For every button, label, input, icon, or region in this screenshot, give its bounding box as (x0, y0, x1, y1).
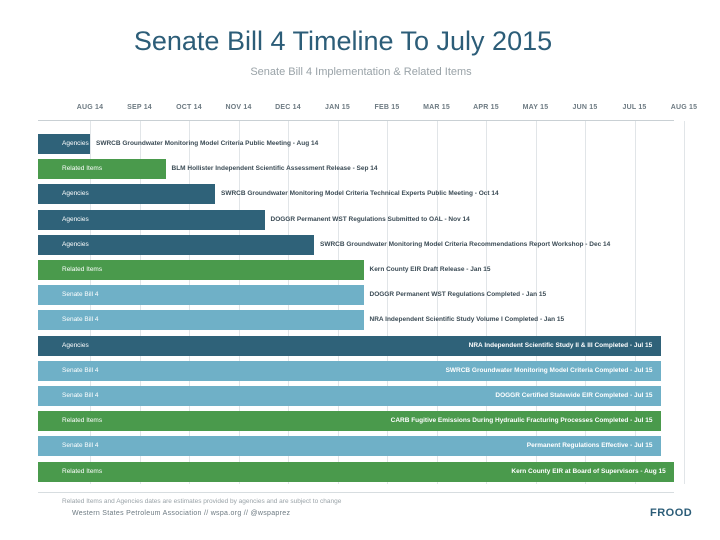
month-label: APR 15 (473, 104, 499, 111)
wspa-logo: FROOD (650, 507, 693, 519)
event-label: Kern County EIR at Board of Supervisors - Aug 15 (511, 467, 666, 475)
month-label: OCT 14 (176, 104, 202, 111)
month-label: JUN 15 (572, 104, 598, 111)
event-label: SWRCB Groundwater Monitoring Model Criteria Technical Experts Public Meeting - Oct 14 (221, 190, 499, 198)
category-bar (38, 235, 314, 255)
event-label: DOGGR Certified Statewide EIR Completed - Jul 15 (495, 392, 653, 399)
event-label: NRA Independent Scientific Study Volume I Completed - Jan 15 (369, 316, 565, 324)
category-label: Senate Bill 4 (62, 316, 99, 324)
event-label: NRA Independent Scientific Study II & III Completed - Jul 15 (468, 341, 653, 349)
month-label: MAR 15 (423, 104, 450, 111)
category-label: Senate Bill 4 (62, 366, 99, 374)
category-label: Senate Bill 4 (62, 442, 99, 450)
category-bar (38, 310, 364, 330)
category-label: Agencies (62, 140, 89, 147)
event-label: DOGGR Permanent WST Regulations Submitted to OAL - Nov 14 (270, 215, 470, 223)
category-label: Agencies (62, 190, 89, 198)
event-label: SWRCB Groundwater Monitoring Model Criteria Completed - Jul 15 (445, 366, 653, 374)
month-label: AUG 14 (76, 104, 104, 111)
footnote: Related Items and Agencies dates are estimates provided by agencies and are subject to change (62, 498, 342, 505)
event-label: BLM Hollister Independent Scientific Assessment Release - Sep 14 (171, 165, 378, 173)
month-label: JAN 15 (325, 104, 350, 111)
month-label: NOV 14 (225, 104, 252, 111)
category-bar (38, 260, 364, 280)
event-label: CARB Fugitive Emissions During Hydraulic Fracturing Processes Completed - Jul 15 (390, 417, 653, 425)
page-subtitle: Senate Bill 4 Implementation & Related Items (250, 66, 472, 78)
category-label: Agencies (62, 215, 89, 223)
footer-text: Western States Petroleum Association // wspa.org // @wspaprez (72, 510, 291, 517)
category-bar (38, 285, 364, 305)
event-label: DOGGR Permanent WST Regulations Completed - Jan 15 (369, 291, 547, 299)
event-label: SWRCB Groundwater Monitoring Model Criteria Public Meeting - Aug 14 (96, 140, 319, 147)
category-label: Senate Bill 4 (62, 291, 99, 299)
category-label: Agencies (62, 240, 89, 248)
month-label: AUG 15 (670, 104, 698, 111)
category-bar (38, 134, 90, 154)
category-label: Related Items (62, 467, 103, 475)
event-label: Permanent Regulations Effective - Jul 15 (526, 442, 653, 450)
month-label: DEC 14 (275, 104, 301, 111)
month-label: FEB 15 (374, 104, 400, 111)
category-label: Senate Bill 4 (62, 392, 99, 399)
month-label: MAY 15 (522, 104, 549, 111)
bottom-divider (38, 492, 674, 493)
category-bar (38, 159, 166, 179)
category-label: Agencies (62, 341, 89, 349)
category-label: Related Items (62, 165, 103, 173)
category-label: Related Items (62, 417, 103, 425)
event-label: Kern County EIR Draft Release - Jan 15 (369, 266, 491, 273)
category-label: Related Items (62, 266, 103, 273)
category-bar (38, 210, 265, 230)
category-bar (38, 184, 215, 204)
month-label: JUL 15 (622, 104, 647, 111)
page-title: Senate Bill 4 Timeline To July 2015 (133, 26, 553, 56)
event-label: SWRCB Groundwater Monitoring Model Criteria Recommendations Report Workshop - Dec 14 (320, 240, 611, 248)
month-label: SEP 14 (127, 104, 152, 111)
